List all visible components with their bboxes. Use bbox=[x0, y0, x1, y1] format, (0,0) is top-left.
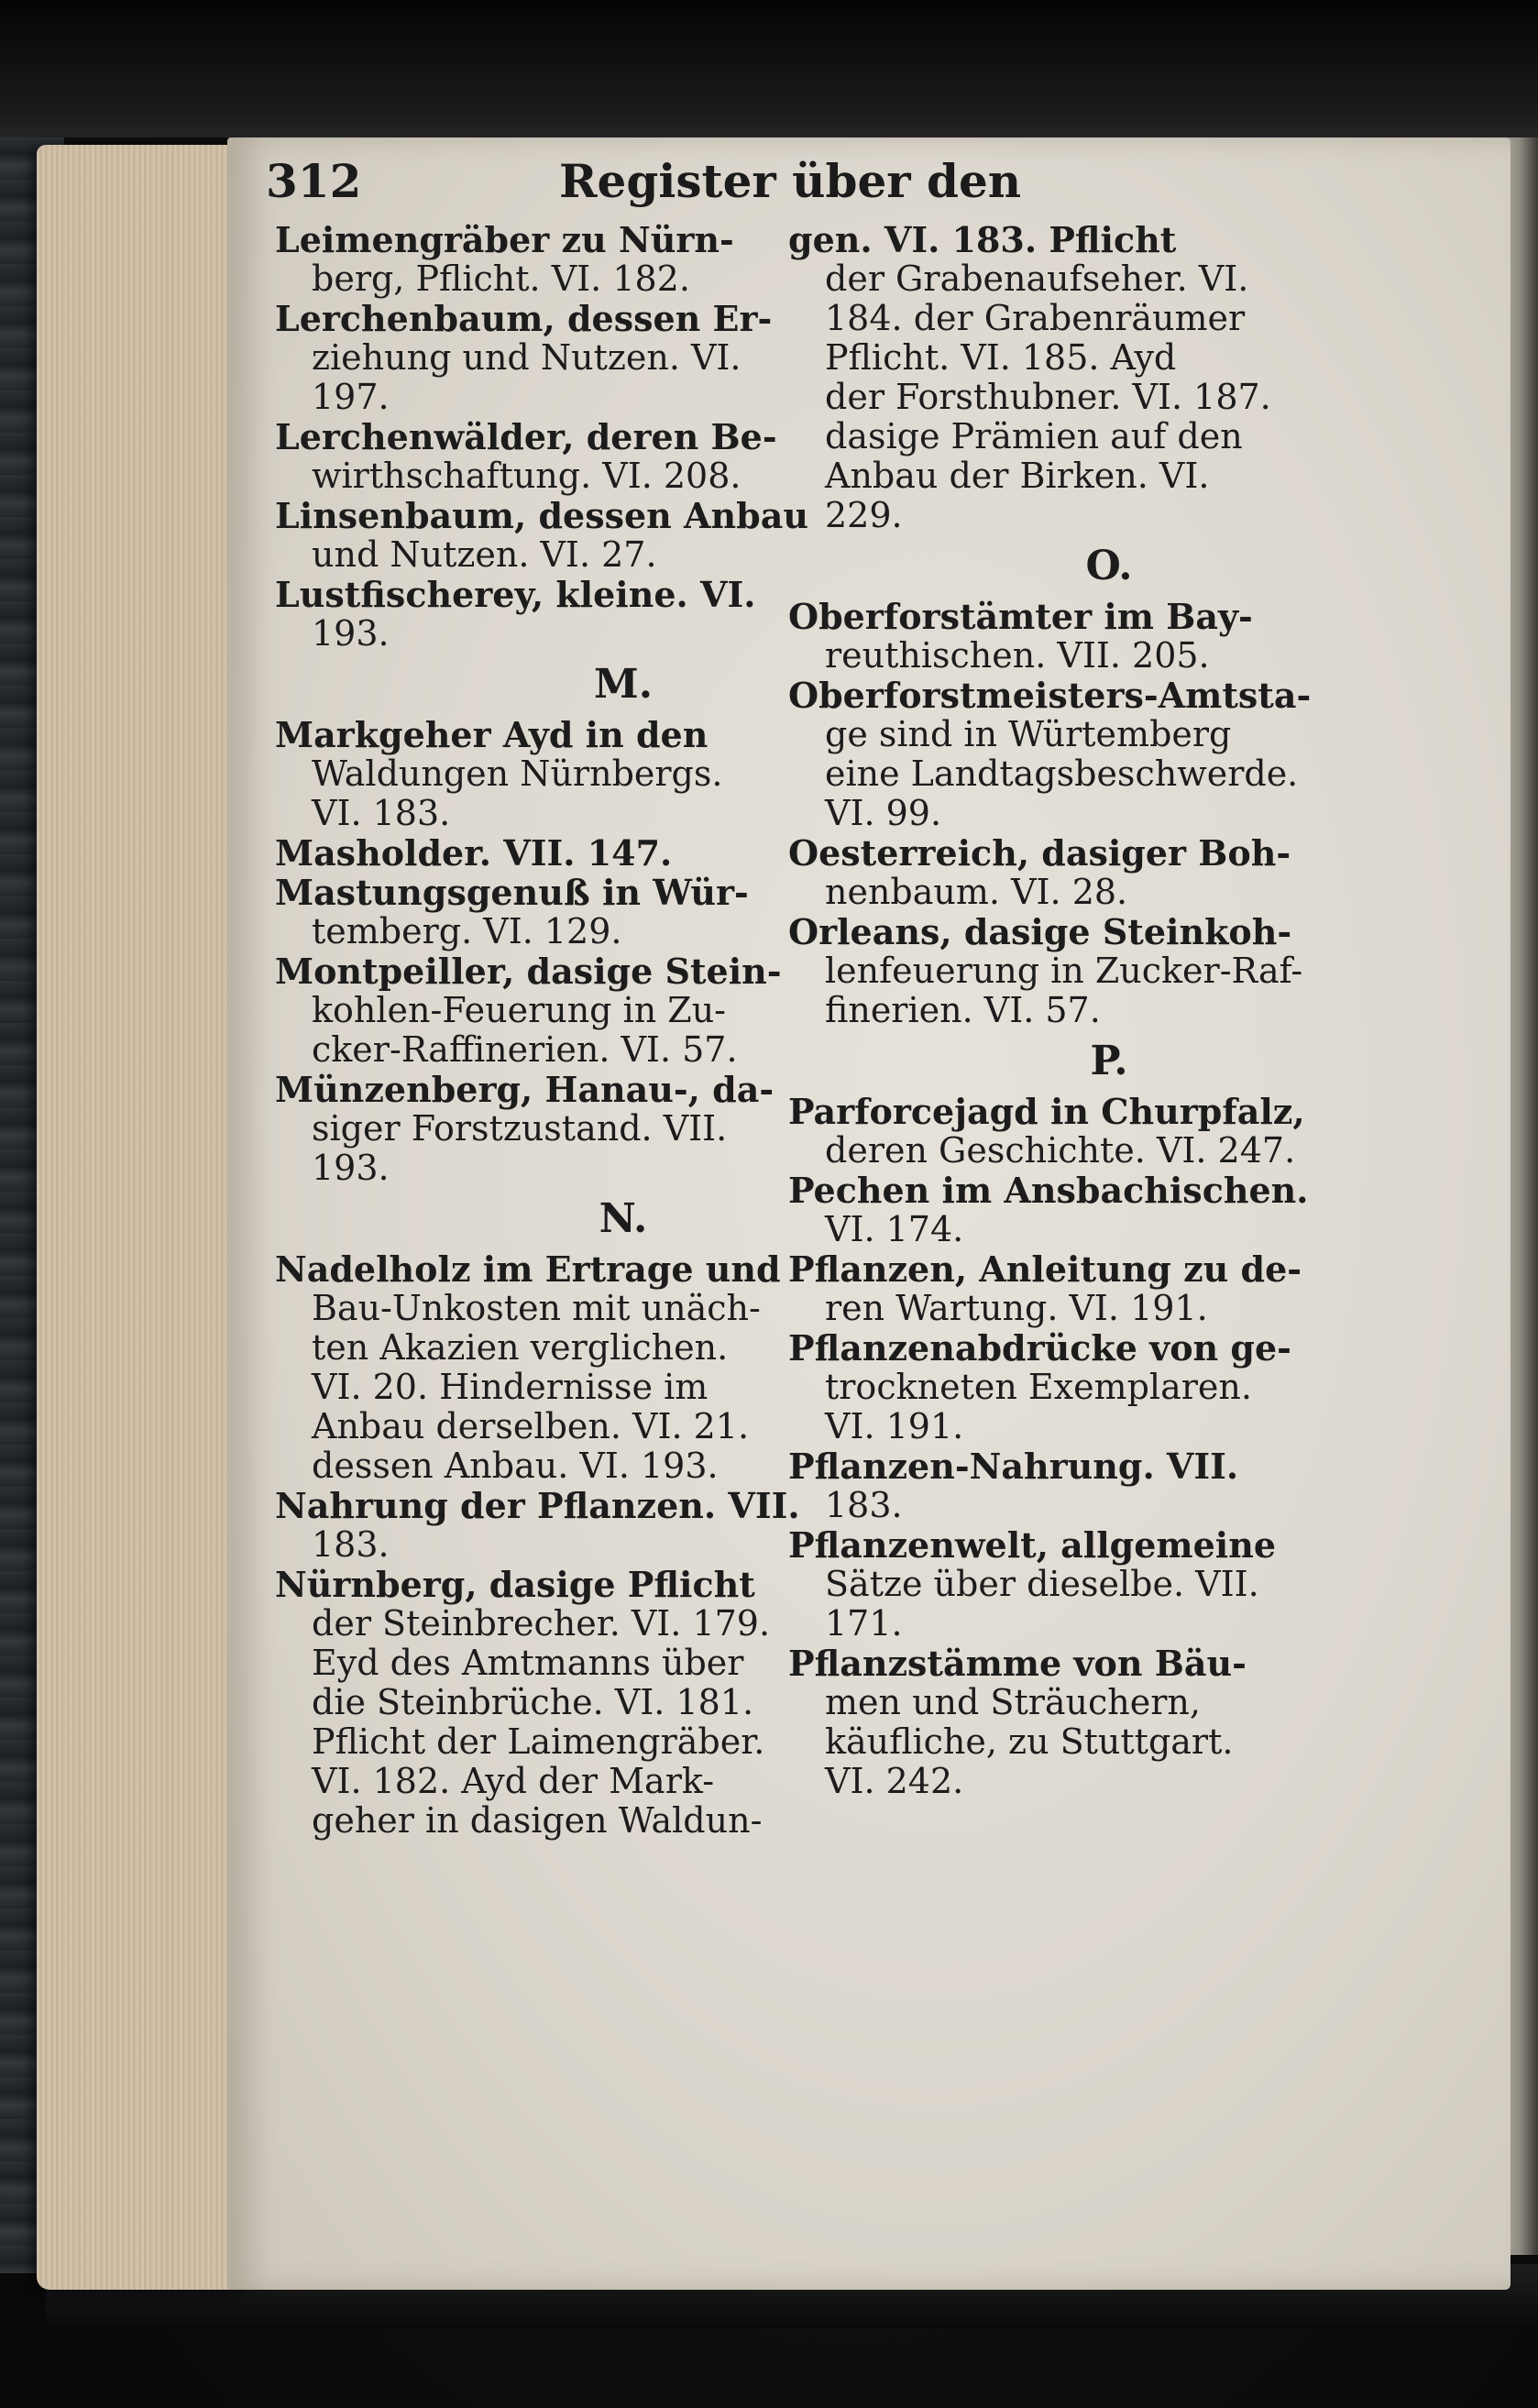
entry-continuation-line: cker-Raffinerien. VI. 57. bbox=[312, 1029, 738, 1070]
background-top bbox=[0, 0, 1538, 137]
entry-continuation-line: der Steinbrecher. VI. 179. bbox=[312, 1603, 771, 1644]
index-entry bbox=[788, 597, 1430, 676]
entry-continuation-line: 171. bbox=[825, 1603, 903, 1644]
entry-continuation-line: Sätze über dieselbe. VII. bbox=[825, 1564, 1259, 1604]
entry-headword-line: Pechen im Ansbachischen. bbox=[788, 1170, 1309, 1211]
running-head: Register über den bbox=[559, 154, 1022, 208]
entry-continuation-line: käufliche, zu Stuttgart. bbox=[825, 1721, 1234, 1762]
entry-continuation-line: trockneten Exemplaren. bbox=[825, 1367, 1252, 1407]
index-entry bbox=[788, 1171, 1430, 1249]
section-letter: N. bbox=[599, 1195, 648, 1242]
entry-headword-line: Orleans, dasige Steinkoh- bbox=[788, 911, 1292, 952]
entry-continuation-line: nenbaum. VI. 28. bbox=[825, 872, 1128, 912]
entry-continuation-line: lenfeuerung in Zucker-Raf- bbox=[825, 951, 1303, 991]
entry-continuation-line: deren Geschichte. VI. 247. bbox=[825, 1130, 1296, 1171]
entry-continuation-line: dessen Anbau. VI. 193. bbox=[312, 1446, 719, 1486]
entry-continuation-line: men und Sträuchern, bbox=[825, 1682, 1201, 1722]
entry-continuation-line: wirthschaftung. VI. 208. bbox=[312, 456, 742, 496]
entry-continuation-line: VI. 174. bbox=[825, 1209, 964, 1249]
entry-continuation-line: 183. bbox=[825, 1485, 903, 1525]
index-entry bbox=[788, 833, 1430, 912]
entry-headword-line: Oesterreich, dasiger Boh- bbox=[788, 832, 1291, 874]
index-column-right bbox=[788, 220, 1430, 1801]
entry-headword-line: Linsenbaum, dessen Anbau bbox=[275, 495, 808, 536]
entry-continuation-line: berg, Pflicht. VI. 182. bbox=[312, 258, 690, 299]
index-entry bbox=[788, 220, 1430, 535]
entry-continuation-line: dasige Prämien auf den bbox=[825, 416, 1243, 456]
entry-continuation-line: VI. 20. Hindernisse im bbox=[312, 1367, 709, 1407]
entry-continuation-line: Pflicht. VI. 185. Ayd bbox=[825, 337, 1177, 378]
entry-headword-line: Lerchenwälder, deren Be- bbox=[275, 416, 777, 457]
entry-continuation-line: ren Wartung. VI. 191. bbox=[825, 1288, 1208, 1328]
entry-continuation-line: die Steinbrüche. VI. 181. bbox=[312, 1682, 754, 1722]
entry-headword-line: Nadelholz im Ertrage und bbox=[275, 1248, 781, 1290]
entry-continuation-line: Bau-Unkosten mit unäch- bbox=[312, 1288, 761, 1328]
entry-continuation-line: siger Forstzustand. VII. bbox=[312, 1108, 728, 1149]
entry-continuation-line: Pflicht der Laimengräber. bbox=[312, 1721, 765, 1762]
entry-continuation-line: 197. bbox=[312, 377, 390, 417]
entry-headword-line: Lerchenbaum, dessen Er- bbox=[275, 298, 773, 339]
entry-continuation-line: reuthischen. VII. 205. bbox=[825, 635, 1210, 676]
page-header bbox=[0, 154, 1538, 227]
index-entry bbox=[788, 1249, 1430, 1328]
entry-continuation-line: 193. bbox=[312, 1148, 390, 1188]
entry-continuation-line: 229. bbox=[825, 495, 903, 535]
index-entry bbox=[788, 1328, 1430, 1446]
entry-continuation-line: ge sind in Würtemberg bbox=[825, 714, 1232, 754]
index-entry bbox=[788, 1446, 1430, 1525]
entry-headword-line: Parforcejagd in Churpfalz, bbox=[788, 1091, 1305, 1132]
entry-headword-line: Pflanzen-Nahrung. VII. bbox=[788, 1446, 1239, 1487]
entry-headword-line: Münzenberg, Hanau-, da- bbox=[275, 1069, 774, 1110]
entry-headword-line: Lustfischerey, kleine. VI. bbox=[275, 574, 756, 615]
entry-continuation-line: VI. 191. bbox=[825, 1406, 964, 1446]
entry-headword-line: Pflanzstämme von Bäu- bbox=[788, 1643, 1247, 1684]
entry-continuation-line: und Nutzen. VI. 27. bbox=[312, 534, 657, 575]
entry-continuation-line: Anbau derselben. VI. 21. bbox=[312, 1406, 750, 1446]
index-entry bbox=[788, 1092, 1430, 1171]
section-letter: O. bbox=[1085, 543, 1133, 589]
entry-headword-line: Mastungsgenuß in Wür- bbox=[275, 872, 749, 913]
entry-continuation-line: Waldungen Nürnbergs. bbox=[312, 753, 723, 794]
entry-continuation-line: geher in dasigen Waldun- bbox=[312, 1800, 763, 1841]
entry-continuation-line: 183. bbox=[312, 1524, 390, 1565]
entry-continuation-line: finerien. VI. 57. bbox=[825, 990, 1101, 1030]
entry-headword-line: Leimengräber zu Nürn- bbox=[275, 219, 734, 260]
entry-headword-line: Oberforstmeisters-Amtsta- bbox=[788, 675, 1312, 716]
page-number: 312 bbox=[266, 154, 362, 208]
section-letter: P. bbox=[1090, 1038, 1128, 1084]
entry-headword-line: Pflanzenabdrücke von ge- bbox=[788, 1327, 1291, 1369]
entry-continuation-line: Anbau der Birken. VI. bbox=[825, 456, 1210, 496]
entry-headword-line: Nürnberg, dasige Pflicht bbox=[275, 1564, 755, 1605]
entry-continuation-line: 193. bbox=[312, 613, 390, 654]
index-entry bbox=[788, 1525, 1430, 1644]
entry-continuation-line: Eyd des Amtmanns über bbox=[312, 1643, 744, 1683]
page-edges bbox=[37, 145, 247, 2290]
entry-continuation-line: VI. 182. Ayd der Mark- bbox=[312, 1761, 715, 1801]
entry-headword-line: Montpeiller, dasige Stein- bbox=[275, 951, 782, 992]
entry-continuation-line: ziehung und Nutzen. VI. bbox=[312, 337, 742, 378]
entry-headword-line: Masholder. VII. 147. bbox=[275, 832, 673, 874]
entry-continuation-line: temberg. VI. 129. bbox=[312, 911, 622, 951]
entry-headword-line: Nahrung der Pflanzen. VII. bbox=[275, 1485, 800, 1526]
entry-continuation-line: VI. 242. bbox=[825, 1761, 964, 1801]
entry-headword-line: Markgeher Ayd in den bbox=[275, 714, 709, 755]
entry-continuation-line: 184. der Grabenräumer bbox=[825, 298, 1246, 338]
entry-continuation-line: der Forsthubner. VI. 187. bbox=[825, 377, 1271, 417]
entry-headword-line: Pflanzen, Anleitung zu de- bbox=[788, 1248, 1302, 1290]
entry-continuation-line: kohlen-Feuerung in Zu- bbox=[312, 990, 727, 1030]
index-entry bbox=[788, 1644, 1430, 1801]
entry-continuation-line: VI. 183. bbox=[312, 793, 451, 833]
entry-headword-line: gen. VI. 183. Pflicht bbox=[788, 219, 1177, 260]
entry-continuation-line: eine Landtagsbeschwerde. bbox=[825, 753, 1299, 794]
index-entry bbox=[788, 912, 1430, 1030]
entry-headword-line: Pflanzenwelt, allgemeine bbox=[788, 1524, 1277, 1566]
entry-continuation-line: ten Akazien verglichen. bbox=[312, 1327, 729, 1368]
entry-continuation-line: der Grabenaufseher. VI. bbox=[825, 258, 1249, 299]
section-letter: M. bbox=[593, 661, 654, 708]
entry-continuation-line: VI. 99. bbox=[825, 793, 942, 833]
index-entry bbox=[788, 676, 1430, 833]
entry-headword-line: Oberforstämter im Bay- bbox=[788, 596, 1253, 637]
